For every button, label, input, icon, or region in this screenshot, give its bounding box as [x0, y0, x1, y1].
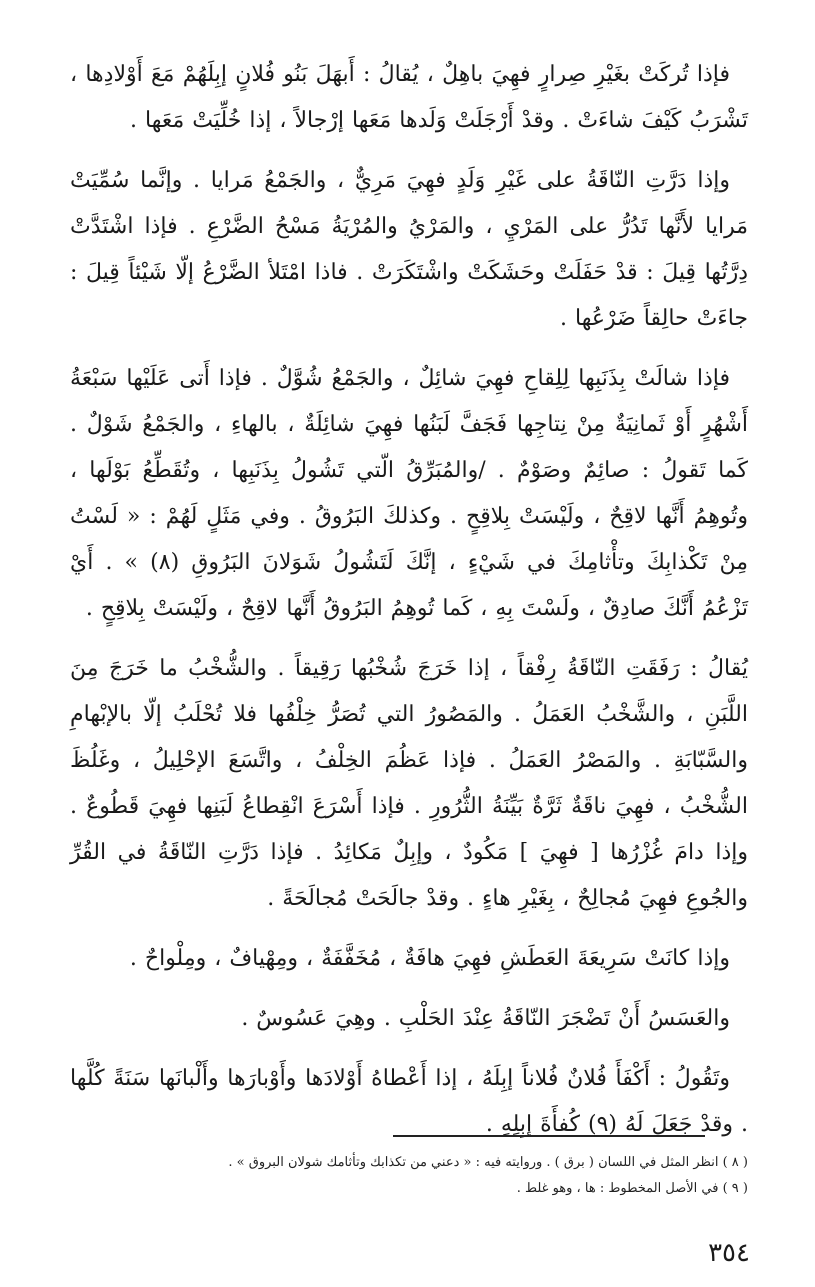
- footnote-9: ( ٩ ) في الأصل المخطوط : ها ، وهو غلط .: [516, 1181, 748, 1196]
- paragraph-3: فإذا شالَتْ بِذَنَبِها لِلِقاحِ فهِيَ شائِلٌ ، والجَمْعُ شُوَّلٌ . فإذا أَتى عَلَيْها سَبْعَةُ أَشْهُرٍ أَوْ ثَمانِيَةٌ مِنْ نِتاجِها فَجَفَّ لَبَنُها فهِيَ شائِلَةٌ ، بالهاءِ ، والجَمْعُ شَوْلٌ . كَما تَقولُ : صائِمٌ وصَوْمٌ . /والمُبَرِّقُ الّتي تَشُولُ بِذَنَبِها ، وتُقَطِّعُ بَوْلَها ، وتُوهِمُ أَنَّها لاقِحٌ ، ولَيْسَتْ بِلاقِحٍ . وكذلكَ البَرُوقُ . وفي مَثَلٍ لَهُمْ : « لَسْتُ مِنْ تَكْذابِكَ وتأْثامِكَ في شَيْءٍ ، إنَّكَ لَتَشُولُ شَوَلانَ البَرُوقِ (٨) » . أَيْ تَزْعُمُ أَنَّكَ صادِقٌ ، ولَسْتَ بِهِ ، كَما تُوهِمُ البَرُوقُ أَنَّها لاقِحٌ ، ولَيْسَتْ بِلاقِحٍ .: [70, 366, 748, 621]
- footnotes: [140, 1150, 748, 1202]
- page-number: ٣٥٤: [708, 1238, 750, 1268]
- footnote-8: ( ٨ ) انظر المثل في اللسان ( برق ) . وروايته فيه : « دعني من تكذابك وتأثامك شولان البروق » .: [228, 1155, 748, 1170]
- paragraph-6: والعَسَسُ أَنْ تَضْجَرَ النّاقَةُ عِنْدَ الحَلْبِ . وهِيَ عَسُوسٌ .: [241, 1006, 730, 1031]
- paragraph-7: وتَقُولُ : أَكْفَأَ فُلانٌ فُلاناً إبِلَهُ ، إذا أَعْطاهُ أَوْلادَها وأَوْبارَها وأَلْبانَها سَنَةً كُلَّها . وقدْ جَعَلَ لَهُ (٩) كُفأَةَ إبِلِهِ .: [70, 1066, 748, 1137]
- paragraph-5: وإذا كانَتْ سَرِيعَةَ العَطَشِ فهِيَ هافَةٌ ، مُخَفَّفَةٌ ، ومِهْيافٌ ، ومِلْواحٌ .: [129, 946, 730, 971]
- paragraph-1: فإذا تُركَتْ بغَيْرِ صِرارٍ فهِيَ باهِلٌ ، يُقالُ : أَبهَلَ بَنُو فُلانٍ إبِلَهُمْ مَعَ أَوْلادِها ، تَشْرَبُ كَيْفَ شاءَتْ . وقدْ أَرْجَلَتْ وَلَدها مَعَها إرْجالاً ، إذا خُلِّيَتْ مَعَها .: [70, 62, 748, 133]
- paragraph-4: يُقالُ : رَفَقَتِ النّاقَةُ رِفْقاً ، إذا خَرَجَ شُخْبُها رَقِيقاً . والشُّخْبُ ما خَرَجَ مِنَ اللَّبَنِ ، والشَّخْبُ العَمَلُ . والمَصُورُ التي تُصَرُّ خِلْفُها فلا تُحْلَبُ إلّا بالإبْهامِ والسَّبّابَةِ . والمَصْرُ العَمَلُ . فإذا عَظُمَ الخِلْفُ ، واتَّسَعَ الإحْلِيلُ ، وغَلُظَ الشُّخْبُ ، فهِيَ ناقَةٌ ثَرَّةٌ بَيِّنَةُ الثُّرُورِ . فإذا أَسْرَعَ انْقِطاعُ لَبَنِها فهِيَ قَطُوعٌ . وإذا دامَ غُزْرُها [ فهِيَ ] مَكُودٌ ، وإبِلٌ مَكائِدُ . فإذا دَرَّتِ النّاقَةُ في القُرِّ والجُوعِ فهِيَ مُجالِحٌ ، بِغَيْرِ هاءٍ . وقدْ جالَحَتْ مُجالَحَةً .: [70, 656, 748, 911]
- main-text: [70, 52, 748, 1162]
- footnote-divider: [393, 1135, 705, 1137]
- paragraph-2: وإذا دَرَّتِ النّاقَةُ على غَيْرِ وَلَدٍ فهِيَ مَرِيٌّ ، والجَمْعُ مَرايا . وإنَّما سُمِّيَتْ مَرايا لأَنَّها تَدُرُّ على المَرْيِ ، والمَرْيُ والمُرْيَةُ مَسْحُ الضَّرْعِ . فإذا اشْتَدَّتْ دِرَّتُها قِيلَ : قدْ حَفَلَتْ وحَشَكَتْ واشْتَكَرَتْ . فاذا امْتَلأ الضَّرْعُ إلّا شَيْئاً قِيلَ : جاءَتْ حالِقاً ضَرْعُها .: [70, 168, 748, 331]
